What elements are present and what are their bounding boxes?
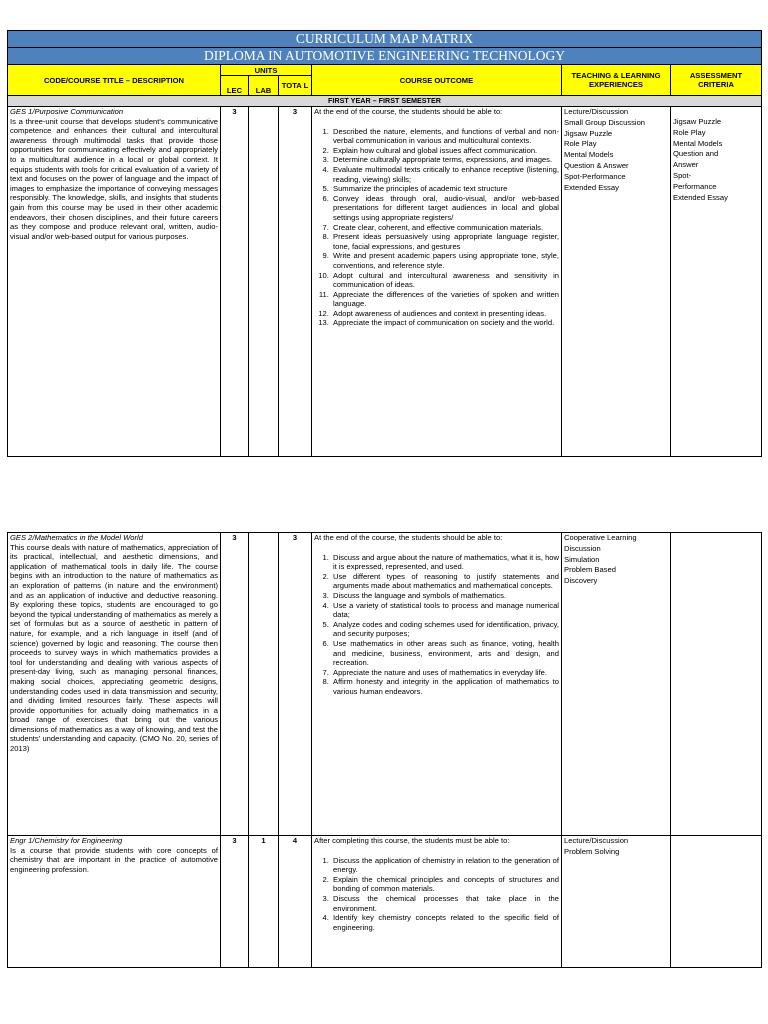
outcome-item: 10. Adopt cultural and intercultural awareness and sensitivity in communication of ideas.	[331, 271, 559, 290]
tle-item: Simulation	[564, 554, 600, 564]
course-outcomes	[312, 836, 562, 968]
lec-units: 3	[221, 836, 249, 968]
curriculum-table-page1	[7, 30, 762, 457]
tle-item: Jigsaw Puzzle	[564, 128, 613, 138]
matrix-title: CURRICULUM MAP MATRIX	[8, 31, 762, 48]
outcome-item: 6. Convey ideas through oral, audio-visual, and/or web-based presentations for different target audiences in local and global settings using appropriate registers/	[331, 194, 559, 223]
total-units: 3	[279, 107, 312, 457]
tle-item: Spot-Performance	[564, 171, 626, 181]
outcome-item: 8. Present ideas persuasively using appropriate language register, tone, facial expressions, and gestures	[331, 232, 559, 251]
outcome-item: 3. Discuss the chemical processes that take place in the environment.	[331, 894, 559, 913]
outcome-item: 5. Analyze codes and coding schemes used for identification, privacy, and security purposes;	[331, 620, 559, 639]
outcome-item: 1. Discuss the application of chemistry in relation to the generation of energy.	[331, 856, 559, 875]
course-description: Is a three-unit course that develops student's communicative competence and enhances their cultural and intercultural awareness through multimodal tasks that provide those opportunities for communicating effectively and appropriately to a multicultural audience in a local or global context. It equips students with tools for critical evaluation of a variety of text and focuses on the power of language and the impact of images to emphasize the importance of conveying messages responsibly. The knowledge, skills, and insights that students gain from this course may be used in their other academic endeavors, their chosen disciplines, and their future careers as they compose and produce relevant oral, written, audio-visual and/or web-based output for various purposes.	[10, 116, 218, 241]
outcome-item: 3. Discuss the language and symbols of mathematics.	[331, 591, 559, 601]
tle-item: Small Group Discussion	[564, 117, 646, 127]
assessment-item: Jigsaw Puzzle	[673, 117, 722, 126]
assessment-cell	[671, 836, 762, 968]
assessment-item: Role Play	[673, 127, 706, 137]
course-outcomes	[312, 107, 562, 457]
tle-item: Problem Based	[564, 565, 616, 575]
program-title: DIPLOMA IN AUTOMOTIVE ENGINEERING TECHNOLOGY	[8, 48, 762, 65]
table-row	[8, 107, 762, 457]
assessment-item: Extended Essay	[673, 192, 728, 202]
assessment-cell	[671, 533, 762, 836]
tle-item: Extended Essay	[564, 182, 619, 192]
outcome-item: 1. Described the nature, elements, and functions of verbal and non-verbal communication in various and multicultural contexts.	[331, 127, 559, 146]
course-description-cell	[8, 533, 221, 836]
assessment-cell	[671, 107, 762, 457]
col-assessment-header: ASSESSMENT CRITERIA	[671, 65, 762, 96]
teaching-learning-cell	[562, 107, 671, 457]
course-title: GES 2/Mathematics in the Model World	[10, 533, 143, 542]
outcome-item: 2. Explain how cultural and global issues affect communication.	[331, 146, 559, 156]
total-units: 4	[279, 836, 312, 968]
lec-units: 3	[221, 533, 249, 836]
outcome-item: 3. Determine culturally appropriate terms, expressions, and images.	[331, 155, 559, 165]
outcome-intro: After completing this course, the students must be able to:	[314, 836, 510, 845]
course-title: Engr 1/Chemistry for Engineering	[10, 836, 123, 845]
outcome-item: 4. Evaluate multimodal texts critically to enhance receptive (listening, reading, viewing) skills;	[331, 165, 559, 184]
assessment-item: Performance	[673, 181, 717, 191]
tle-item: Discovery	[564, 576, 598, 586]
course-outcomes	[312, 533, 562, 836]
outcome-item: 9. Write and present academic papers using appropriate tone, style, conventions, and reference style.	[331, 251, 559, 270]
assessment-item: Mental Models	[673, 138, 723, 148]
outcome-item: 5. Summarize the principles of academic text structure	[331, 184, 559, 194]
lec-units: 3	[221, 107, 249, 457]
outcome-item: 2. Explain the chemical principles and concepts of structures and bonding of common materials.	[331, 875, 559, 894]
outcome-intro: At the end of the course, the students should be able to:	[314, 107, 503, 116]
outcome-item: 4. Use a variety of statistical tools to process and manage numerical data;	[331, 601, 559, 620]
course-description: This course deals with nature of mathematics, appreciation of its practical, intellectual, and aesthetic dimensions, and application of mathematical tools in daily life. The course begins with an introduction to the nature of mathematics as an exploration of patterns (in nature and the environment) and as an application of inductive and deductive reasoning. By exploring these topics, students are encouraged to go beyond the typical understanding of mathematics as merely a set of formulas but as a source of aesthetic in pattern of nature, for example, and a rich language in itself (and of science) governed by logic and reasoning. The course then proceeds to survey ways in which mathematics provides a tool for understanding and dealing with various aspects of present-day living, such as managing personal finances, making social choices, appreciating geometric designs, understanding codes used in data transmission and security, and dividing limited resources fairly. These aspects will provide opportunities for actually doing mathematics in a broad range of exercises that bring out the various dimensions of mathematics as a way of knowing, and test the students' understanding and capacity. (CMO No. 20, series of 2013)	[10, 542, 218, 754]
assessment-item: Spot-	[673, 170, 692, 180]
table-row	[8, 533, 762, 836]
course-title: GES 1/Purposive Communication	[10, 107, 124, 116]
tle-item: Cooperative Learning	[564, 533, 637, 542]
outcome-item: 13. Appreciate the impact of communication on society and the world.	[331, 318, 559, 328]
teaching-learning-cell	[562, 836, 671, 968]
col-tle-header: TEACHING & LEARNING EXPERIENCES	[562, 65, 671, 96]
outcome-list	[314, 127, 559, 328]
outcome-item: 2. Use different types of reasoning to justify statements and arguments made about mathematics and mathematical concepts.	[331, 572, 559, 591]
col-units-header: UNITS	[221, 65, 312, 76]
outcome-list	[314, 856, 559, 933]
lab-units: 1	[249, 836, 279, 968]
course-description-cell	[8, 107, 221, 457]
col-lab-header: LAB	[249, 76, 279, 96]
outcome-intro: At the end of the course, the students should be able to:	[314, 533, 503, 542]
outcome-item: 1. Discuss and argue about the nature of mathematics, what it is, how it is expressed, represented, and used.	[331, 553, 559, 572]
course-description-cell	[8, 836, 221, 968]
table-row	[8, 836, 762, 968]
col-outcome-header: COURSE OUTCOME	[312, 65, 562, 96]
outcome-item: 11. Appreciate the differences of the varieties of spoken and written language.	[331, 290, 559, 309]
outcome-item: 12. Adopt awareness of audiences and context in presenting ideas.	[331, 309, 559, 319]
col-code-header: CODE/COURSE TITLE – DESCRIPTION	[8, 65, 221, 96]
tle-item: Lecture/Discussion	[564, 836, 629, 845]
outcome-item: 6. Use mathematics in other areas such as finance, voting, health and medicine, business, environment, arts and design, and recreation.	[331, 639, 559, 668]
lab-units	[249, 533, 279, 836]
tle-item: Problem Solving	[564, 846, 620, 856]
semester-label: FIRST YEAR – FIRST SEMESTER	[8, 96, 762, 107]
outcome-list	[314, 553, 559, 697]
tle-item: Discussion	[564, 543, 601, 553]
col-lec-header: LEC	[221, 76, 249, 96]
outcome-item: 8. Affirm honesty and integrity in the application of mathematics to various human endeavors.	[331, 677, 559, 696]
outcome-item: 4. Identify key chemistry concepts related to the specific field of engineering.	[331, 913, 559, 932]
lab-units	[249, 107, 279, 457]
assessment-item: Answer	[673, 160, 699, 170]
total-units: 3	[279, 533, 312, 836]
tle-item: Role Play	[564, 139, 597, 149]
curriculum-table-page2	[7, 532, 762, 968]
tle-item: Mental Models	[564, 150, 614, 160]
outcome-item: 7. Appreciate the nature and uses of mathematics in everyday life.	[331, 668, 559, 678]
teaching-learning-cell	[562, 533, 671, 836]
outcome-item: 7. Create clear, coherent, and effective communication materials.	[331, 223, 559, 233]
tle-item: Question & Answer	[564, 160, 629, 170]
col-total-header: TOTA L	[279, 76, 312, 96]
course-description: Is a course that provide students with core concepts of chemistry that are important in the practice of automotive engineering profession.	[10, 845, 218, 874]
assessment-item: Question and	[673, 149, 719, 159]
tle-item: Lecture/Discussion	[564, 107, 629, 116]
